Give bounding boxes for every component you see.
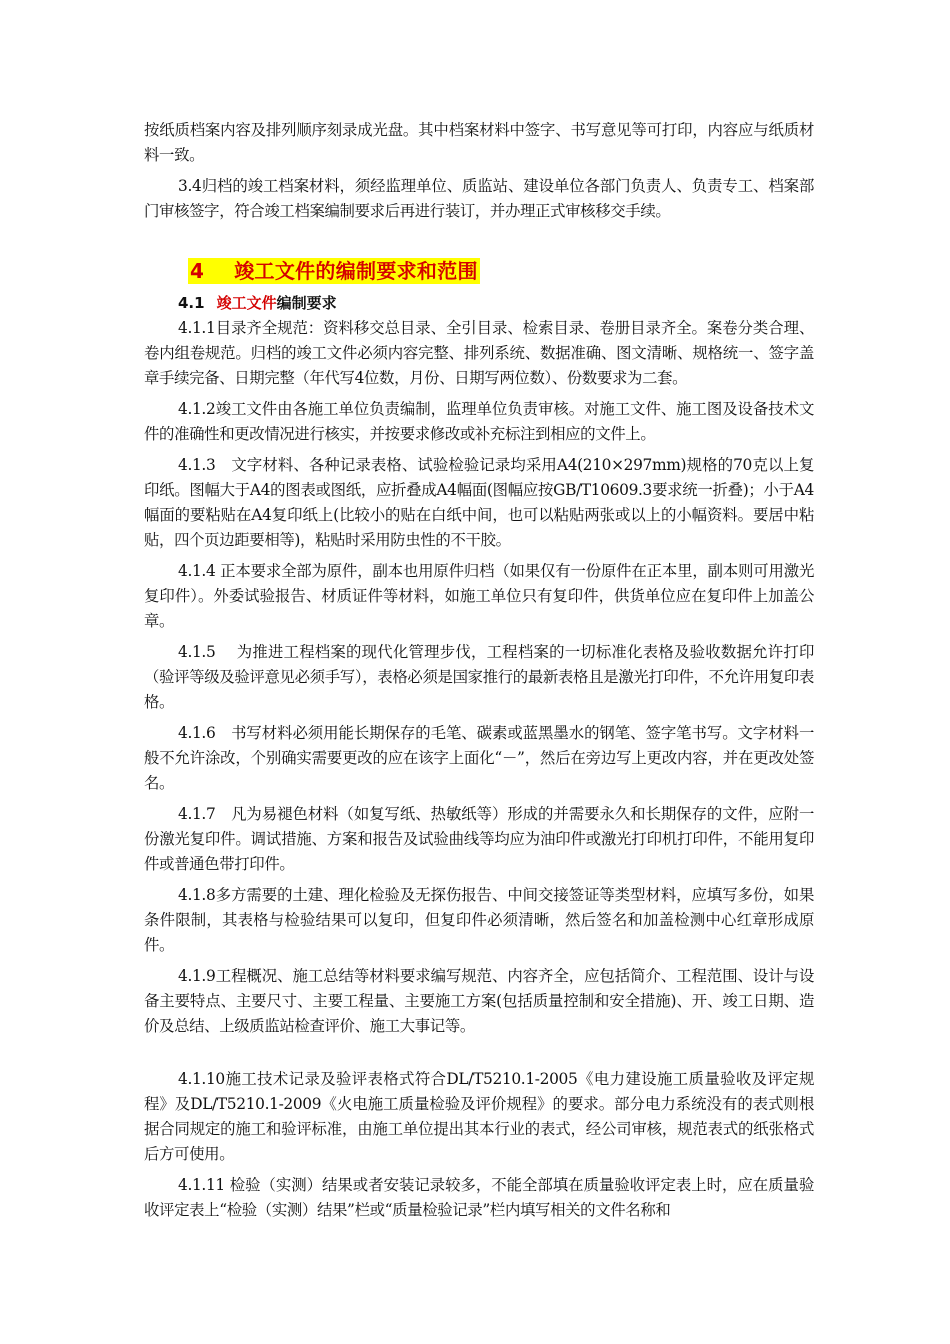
section-4-1-number: 4.1 xyxy=(178,294,205,312)
paragraph-4-1-2: 4.1.2竣工文件由各施工单位负责编制，监理单位负责审核。对施工文件、施工图及设备技术文件的准确性和更改情况进行核实，并按要求修改或补充标注到相应的文件上。 xyxy=(144,400,814,443)
paragraph-4-1-3: 4.1.3 文字材料、各种记录表格、试验检验记录均采用A4(210×297mm)规格的70克以上复印纸。图幅大于A4的图表或图纸，应折叠成A4幅面(图幅应按GB/T10609.3要求统一折叠)；小于A4幅面的要粘贴在A4复印纸上(比较小的贴在白纸中间，也可以粘贴两张或以上的小幅资料。要居中粘贴，四个页边距要相等)，粘贴时采用防虫性的不干胶。 xyxy=(144,456,814,549)
section-4-1-title-highlight: 竣工文件 xyxy=(216,294,277,312)
paragraph-3-4: 3.4归档的竣工档案材料，须经监理单位、质监站、建设单位各部门负责人、负责专工、档案部门审核签字，符合竣工档案编制要求后再进行装订，并办理正式审核移交手续。 xyxy=(144,177,814,220)
paragraph-4-1-5: 4.1.5 为推进工程档案的现代化管理步伐，工程档案的一切标准化表格及验收数据允许打印（验评等级及验评意见必须手写），表格必须是国家推行的最新表格且是激光打印件，不允许用复印表格。 xyxy=(144,643,814,711)
paragraph-4-1-4: 4.1.4 正本要求全部为原件，副本也用原件归档（如果仅有一份原件在正本里，副本则可用激光复印件）。外委试验报告、材质证件等材料，如施工单位只有复印件，供货单位应在复印件上加盖公章。 xyxy=(144,562,814,630)
paragraph-3-3-continued: 按纸质档案内容及排列顺序刻录成光盘。其中档案材料中签字、书写意见等可打印，内容应与纸质材料一致。 xyxy=(144,121,814,164)
section-4-heading xyxy=(188,256,814,286)
section-4-heading-highlight xyxy=(188,258,480,284)
section-4-title: 竣工文件的编制要求和范围 xyxy=(234,259,478,283)
paragraph-4-1-10: 4.1.10施工技术记录及验评表格式符合DL/T5210.1-2005《电力建设施工质量验收及评定规程》及DL/T5210.1-2009《火电施工质量检验及评价规程》的要求。部分电力系统没有的表式则根据合同规定的施工和验评标准，由施工单位提出其本行业的表式，经公司审核，规范表式的纸张格式后方可使用。 xyxy=(144,1070,814,1163)
section-4-number: 4 xyxy=(190,259,205,283)
section-4-1-heading xyxy=(178,290,814,316)
paragraph-4-1-7: 4.1.7 凡为易褪色材料（如复写纸、热敏纸等）形成的并需要永久和长期保存的文件，应附一份激光复印件。调试措施、方案和报告及试验曲线等均应为油印件或激光打印机打印件，不能用复印件或普通色带打印件。 xyxy=(144,805,814,873)
document-page xyxy=(144,118,814,1223)
paragraph-4-1-1: 4.1.1目录齐全规范：资料移交总目录、全引目录、检索目录、卷册目录齐全。案卷分类合理、卷内组卷规范。归档的竣工文件必须内容完整、排列系统、数据准确、图文清晰、规格统一、签字盖章手续完备、日期完整（年代写4位数，月份、日期写两位数）、份数要求为二套。 xyxy=(144,319,814,387)
paragraph-4-1-6: 4.1.6 书写材料必须用能长期保存的毛笔、碳素或蓝黑墨水的钢笔、签字笔书写。文字材料一般不允许涂改，个别确实需要更改的应在该字上面化“－”，然后在旁边写上更改内容，并在更改处签名。 xyxy=(144,724,814,792)
paragraph-4-1-9: 4.1.9工程概况、施工总结等材料要求编写规范、内容齐全，应包括简介、工程范围、设计与设备主要特点、主要尺寸、主要工程量、主要施工方案(包括质量控制和安全措施)、开、竣工日期、造价及总结、上级质监站检查评价、施工大事记等。 xyxy=(144,967,814,1035)
paragraph-4-1-11: 4.1.11 检验（实测）结果或者安装记录较多，不能全部填在质量验收评定表上时，应在质量验收评定表上“检验（实测）结果”栏或“质量检验记录”栏内填写相关的文件名称和 xyxy=(144,1176,814,1219)
section-4-1-title-rest: 编制要求 xyxy=(276,294,337,312)
paragraph-4-1-8: 4.1.8多方需要的土建、理化检验及无探伤报告、中间交接签证等类型材料，应填写多份，如果条件限制，其表格与检验结果可以复印，但复印件必须清晰，然后签名和加盖检测中心红章形成原件。 xyxy=(144,886,814,954)
